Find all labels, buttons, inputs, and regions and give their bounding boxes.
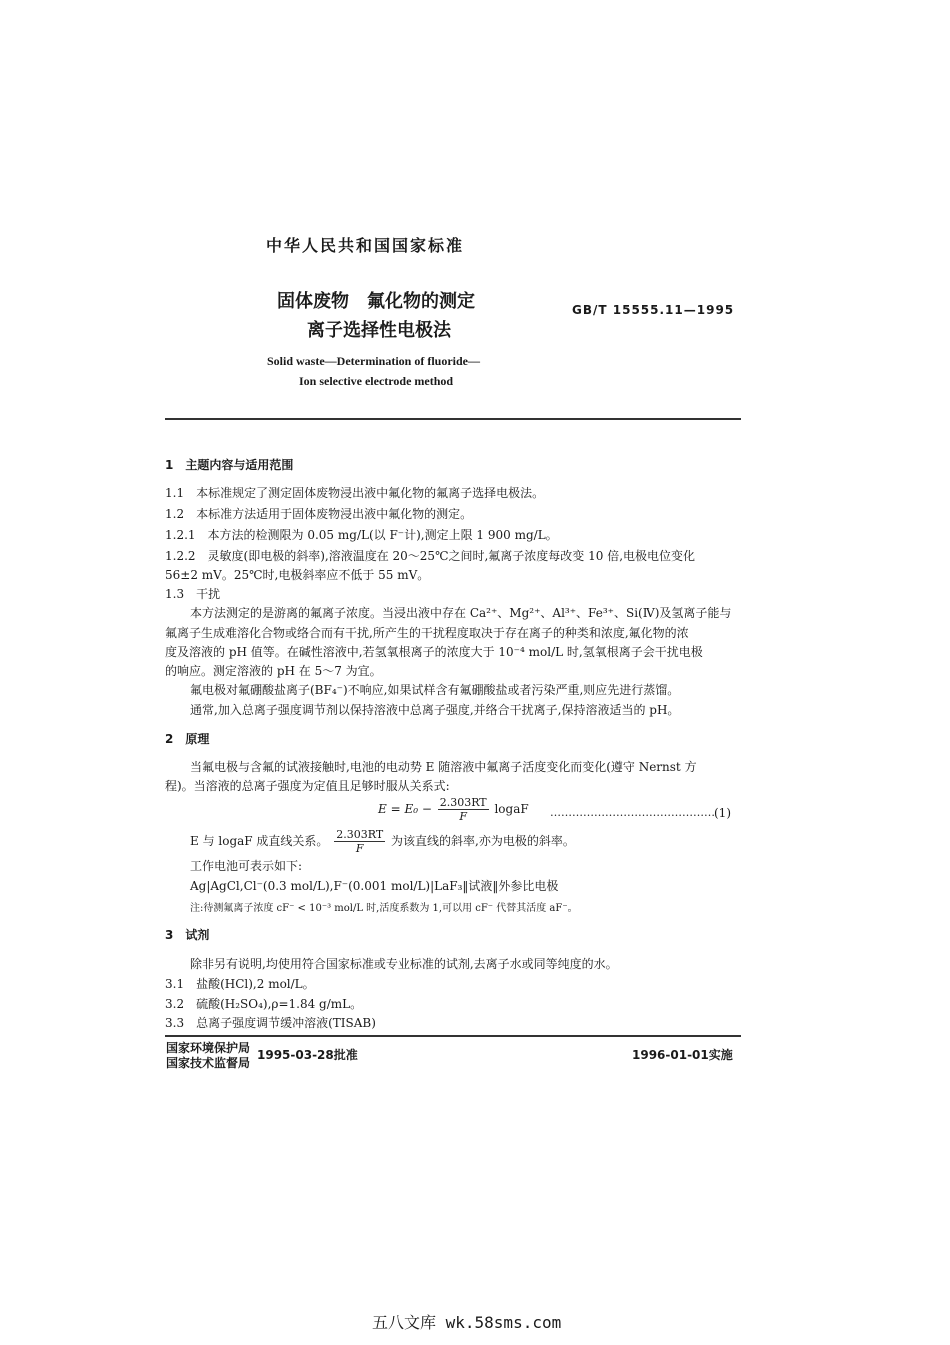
equation-leader-dots: ………………………………………: [550, 806, 715, 819]
equation-denominator: F: [459, 810, 467, 823]
clause-1-3: 1.3 干扰: [165, 587, 221, 601]
slope-fraction: [334, 828, 385, 855]
interference-line5: 氟电极对氟硼酸盐离子(BF₄⁻)不响应,如果试样含有氟硼酸盐或者污染严重,则应先进行蒸馏。: [190, 683, 680, 697]
clause-1-2-2-line1: 1.2.2 灵敏度(即电极的斜率),溶液温度在 20～25℃之间时,氟离子浓度每改变 10 倍,电极电位变化: [165, 549, 696, 563]
equation-numerator: 2.303RT: [439, 796, 487, 809]
national-standard-title: 中华人民共和国国家标准: [266, 236, 465, 255]
issuer-2: 国家技术监督局: [166, 1056, 251, 1070]
equation-lhs: E = E₀ −: [378, 802, 432, 816]
slope-denominator: F: [355, 842, 364, 855]
interference-line6: 通常,加入总离子强度调节剂以保持溶液中总离子强度,并络合干扰离子,保持溶液适当的 pH。: [190, 703, 680, 717]
interference-line2: 氟离子生成难溶化合物或络合而有干扰,所产生的干扰程度取决于存在离子的种类和浓度,氟化物的浓: [165, 626, 689, 640]
principle-note: 注:待测氟离子浓度 cF⁻ < 10⁻³ mol/L 时,活度系数为 1,可以用 cF⁻ 代替其活度 aF⁻。: [190, 903, 578, 914]
section-3-heading: 3 试剂: [165, 928, 210, 942]
watermark: 五八文库 wk.58sms.com: [372, 1313, 562, 1332]
principle-line1: 当氟电极与含氟的试液接触时,电池的电动势 E 随溶液中氟离子活度变化而变化(遵守 Nernst 方: [190, 760, 697, 774]
reagent-intro: 除非另有说明,均使用符合国家标准或专业标准的试剂,去离子水或同等纯度的水。: [190, 957, 618, 971]
slope-numerator: 2.303RT: [336, 828, 384, 841]
slope-statement-end: 为该直线的斜率,亦为电极的斜率。: [391, 834, 575, 848]
equation-rhs: logaF: [494, 802, 529, 816]
nernst-equation: [378, 796, 529, 823]
interference-line1: 本方法测定的是游离的氟离子浓度。当浸出液中存在 Ca²⁺、Mg²⁺、Al³⁺、Fe³⁺、Si(Ⅳ)及氢离子能与: [190, 606, 732, 620]
approval-date: 1995-03-28批准: [257, 1048, 358, 1062]
header-divider: [165, 418, 741, 420]
interference-line3: 度及溶液的 pH 值等。在碱性溶液中,若氢氧根离子的浓度大于 10⁻⁴ mol/L 时,氢氧根离子会干扰电极: [165, 645, 703, 659]
section-1-heading: 1 主题内容与适用范围: [165, 458, 294, 472]
clause-3-3: 3.3 总离子强度调节缓冲溶液(TISAB): [165, 1016, 376, 1030]
document-title-en-line1: Solid waste—Determination of fluoride—: [267, 354, 480, 368]
cell-intro: 工作电池可表示如下:: [190, 859, 303, 873]
clause-3-1: 3.1 盐酸(HCl),2 mol/L。: [165, 977, 315, 991]
principle-line2: 程)。当溶液的总离子强度为定值且足够时服从关系式:: [165, 779, 450, 793]
document-title-cn-line2: 离子选择性电极法: [307, 320, 451, 341]
equation-number: (1): [714, 806, 731, 820]
clause-1-2: 1.2 本标准方法适用于固体废物浸出液中氟化物的测定。: [165, 507, 473, 521]
section-2-heading: 2 原理: [165, 732, 210, 746]
clause-1-2-1: 1.2.1 本方法的检测限为 0.05 mg/L(以 F⁻计),测定上限 1 900 mg/L。: [165, 528, 558, 542]
document-title-en-line2: Ion selective electrode method: [299, 374, 454, 388]
slope-statement: [190, 828, 575, 855]
footer-divider: [165, 1035, 741, 1037]
interference-line4: 的响应。测定溶液的 pH 在 5～7 为宜。: [165, 664, 382, 678]
issuer-1: 国家环境保护局: [166, 1041, 251, 1055]
document-title-cn-line1: 固体废物 氟化物的测定: [277, 291, 475, 312]
clause-1-1: 1.1 本标准规定了测定固体废物浸出液中氟化物的氟离子选择电极法。: [165, 486, 545, 500]
effective-date: 1996-01-01实施: [632, 1048, 733, 1062]
equation-fraction: [438, 796, 489, 823]
clause-3-2: 3.2 硫酸(H₂SO₄),ρ=1.84 g/mL。: [165, 997, 363, 1011]
slope-statement-start: E 与 logaF 成直线关系。: [190, 834, 329, 848]
clause-1-2-2-line2: 56±2 mV。25℃时,电极斜率应不低于 55 mV。: [165, 568, 430, 582]
cell-notation: Ag|AgCl,Cl⁻(0.3 mol/L),F⁻(0.001 mol/L)|LaF₃‖试液‖外参比电极: [190, 879, 559, 893]
standard-number: GB/T 15555.11—1995: [572, 303, 735, 317]
